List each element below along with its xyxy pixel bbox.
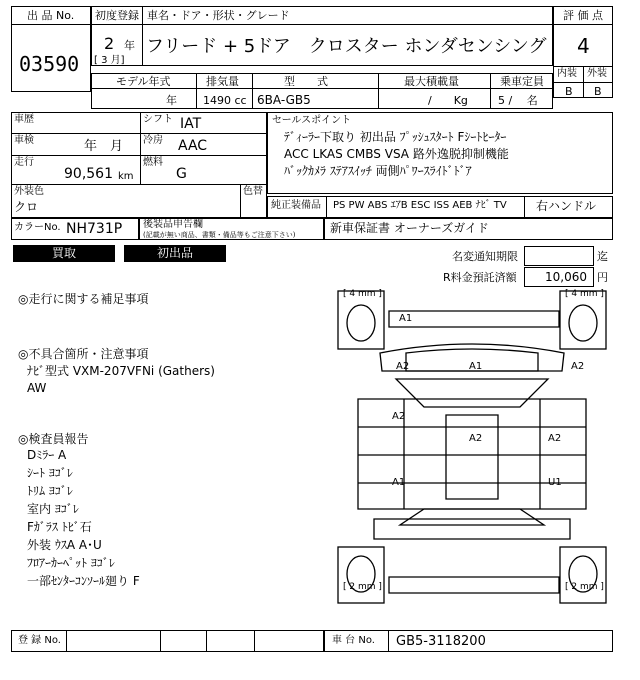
car-damage-diagram [334, 287, 612, 607]
type-value: 6BA-GB5 [257, 93, 311, 107]
first-reg-month: [ 3 月] [94, 55, 125, 66]
equipment: PS PW ABS ｴｱB ESC ISS AEB ﾅﾋﾞ TV [333, 200, 507, 211]
recycle-label: R料金預託済額 [443, 271, 517, 284]
exterior-label: 外装 [587, 68, 607, 79]
max-load: / Kg [428, 94, 468, 107]
damage-mark: U1 [548, 477, 562, 488]
inspector-line-8: 一部ｾﾝﾀｰｺﾝｿｰﾙ廻り F [27, 574, 140, 588]
docs-value: 新車保証書 オーナーズガイド [330, 221, 489, 235]
sales-line-1: ﾃﾞｨｰﾗｰ下取り 初出品 ﾌﾟｯｼｭｽﾀｰﾄ Fｼｰﾄﾋｰﾀｰ [284, 130, 507, 144]
defect-line-1: ﾅﾋﾞ型式 VXM-207VFNi (Gathers) [27, 364, 215, 378]
eval-score: 4 [577, 34, 590, 58]
eval-label: 評 価 点 [563, 9, 603, 22]
inspector-line-2: ｼｰﾄ ﾖｺﾞﾚ [27, 466, 73, 480]
first-reg-label: 初度登録 [95, 9, 139, 22]
displacement: 1490 cc [203, 94, 247, 107]
lot-label: 出 品 No. [27, 9, 75, 22]
shift-label: シフト [143, 114, 173, 125]
shift-value: IAT [180, 116, 202, 132]
first-listing-button[interactable]: 初出品 [124, 245, 226, 262]
exterior-grade: B [594, 85, 602, 98]
reg-no-label: 登 録 No. [18, 635, 61, 646]
chassis-value: GB5-3118200 [396, 634, 486, 649]
tire-rear-right: [ 2 mm ] [565, 582, 604, 592]
sales-line-3: ﾊﾞｯｸｶﾒﾗ ｽﾃｱｽｲｯﾁ 両側ﾊﾟﾜｰｽﾗｲﾄﾞﾄﾞｱ [284, 164, 472, 178]
ext-color-value: クロ [14, 200, 39, 214]
history-label: 車歴 [14, 114, 34, 125]
name-change-field [524, 246, 594, 266]
type-label: 型 式 [284, 75, 328, 88]
lot-number: 03590 [19, 52, 80, 76]
damage-mark: A2 [392, 411, 406, 422]
damage-mark: A2 [571, 361, 585, 372]
sales-line-2: ACC LKAS CMBS VSA 路外逸脱抑制機能 [284, 147, 509, 161]
mileage-label: 走行 [14, 157, 34, 168]
damage-mark: A2 [548, 433, 562, 444]
inspector-line-4: 室内 ﾖｺﾞﾚ [27, 502, 79, 516]
sales-label: セールスポイント [272, 115, 352, 126]
damage-mark: A1 [392, 477, 406, 488]
inspection-value: 年 月 [84, 139, 124, 154]
aftermarket-note: (記載が無い商品、書類・備品等もご注意下さい) [143, 231, 296, 239]
handle-value: 右ハンドル [536, 199, 597, 213]
inspection-label: 車検 [14, 135, 34, 146]
damage-mark: A1 [469, 361, 483, 372]
ac-value: AAC [178, 138, 208, 154]
first-reg-year: 2 [104, 34, 115, 53]
tire-rear-left: [ 2 mm ] [343, 582, 382, 592]
capacity-label: 乗車定員 [500, 75, 544, 88]
interior-grade: B [565, 85, 573, 98]
details-box [11, 112, 267, 218]
model-year-unit: 年 [166, 94, 177, 107]
inspector-line-3: ﾄﾘﾑ ﾖｺﾞﾚ [27, 484, 73, 498]
color-no-value: NH731P [66, 221, 123, 237]
model-year-label: モデル年式 [116, 75, 171, 88]
fuel-value: G [176, 166, 187, 182]
ext-color-label: 外装色 [14, 186, 44, 197]
damage-mark: A2 [396, 361, 410, 372]
buy-button[interactable]: 買取 [13, 245, 115, 262]
capacity: 5 / 名 [498, 94, 538, 107]
inspector-line-5: Fｶﾞﾗｽ ﾄﾋﾞ石 [27, 520, 92, 534]
inspector-line-1: Dﾐﾗｰ A [27, 448, 67, 462]
defect-line-2: AW [27, 381, 47, 395]
max-load-label: 最大積載量 [404, 75, 459, 88]
displacement-label: 排気量 [206, 75, 239, 88]
inspector-heading: ◎検査員報告 [18, 432, 89, 446]
year-unit: 年 [124, 39, 135, 52]
ac-label: 冷房 [143, 135, 163, 146]
mileage-value: 90,561 [64, 166, 113, 182]
name-label: 車名・ドア・形状・グレード [147, 9, 290, 22]
car-name: フリード + 5ドア クロスター ホンダセンシング [146, 36, 547, 57]
name-change-label: 名変通知期限 [452, 250, 518, 263]
driving-heading: ◎走行に関する補足事項 [18, 292, 149, 306]
chassis-label: 車 台 No. [332, 635, 375, 646]
recycle-value: 10,060 [545, 270, 587, 284]
inspector-line-6: 外装 ｳｽA A･U [27, 538, 102, 552]
equip-label: 純正装備品 [271, 200, 321, 211]
damage-mark: A1 [399, 313, 413, 324]
aftermarket-label: 後装品申告欄 [143, 219, 203, 230]
inspector-line-7: ﾌﾛｱｰｶｰﾍﾟｯﾄ ﾖｺﾞﾚ [27, 556, 115, 570]
mileage-unit: km [118, 171, 134, 182]
color-change-label: 色替 [243, 186, 263, 197]
fuel-label: 燃料 [143, 157, 163, 168]
tire-front-right: [ 4 mm ] [565, 289, 604, 299]
defects-heading: ◎不具合箇所・注意事項 [18, 347, 149, 361]
interior-label: 内装 [557, 68, 577, 79]
recycle-unit: 円 [597, 271, 608, 284]
color-no-label: カラーNo. [14, 222, 61, 233]
name-change-unit: 迄 [597, 250, 608, 263]
tire-front-left: [ 4 mm ] [343, 289, 382, 299]
damage-mark: A2 [469, 433, 483, 444]
